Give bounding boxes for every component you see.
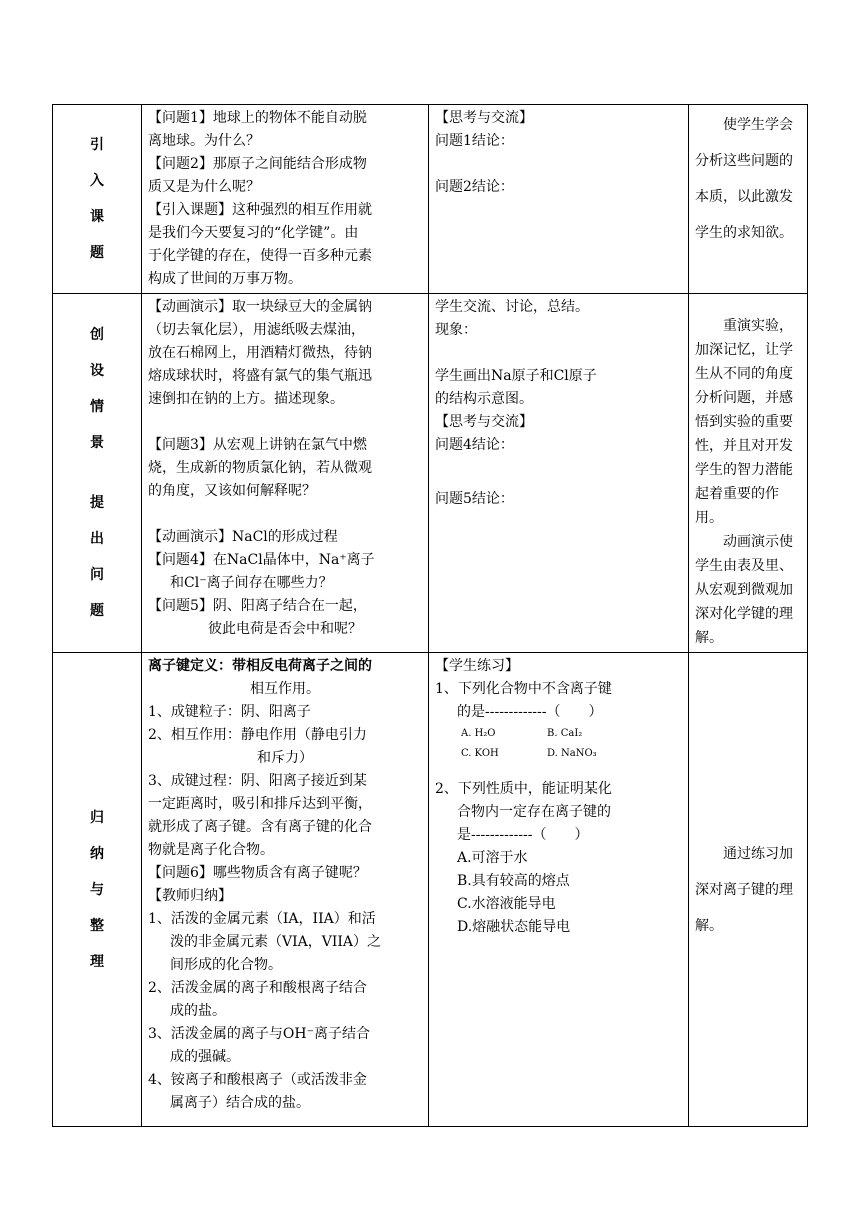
- student-cell: [429, 105, 689, 294]
- activity-line: 是我们今天要复习的“化学键”。由: [148, 225, 359, 241]
- activity-line: 一定距离时，吸引和排斥达到平衡，: [148, 796, 372, 812]
- activity-line: 彼此电荷是否会中和呢？: [208, 621, 362, 637]
- activity-line: 【问题3】从宏观上讲钠在氯气中燃: [148, 437, 367, 453]
- student-line: 学生交流、讨论，总结。: [435, 299, 589, 315]
- activity-cell: [142, 653, 429, 1127]
- stage-char: 整: [90, 917, 104, 934]
- stage-char: 景: [90, 435, 104, 451]
- activity-line: 【问题1】地球上的物体不能自动脱: [148, 110, 367, 126]
- activity-line: 1、活泼的金属元素（IA，IIA）和活: [148, 911, 376, 927]
- activity-cell: [142, 105, 429, 294]
- activity-line: 3、成键过程：阴、阳离子接近到某: [148, 773, 367, 789]
- stage-char: 题: [90, 245, 104, 261]
- student-line: 的结构示意图。: [435, 391, 533, 407]
- student-line: 问题1结论：: [435, 133, 514, 149]
- activity-line: 和Cl⁻离子间存在哪些力？: [170, 575, 333, 591]
- activity-line: 泼的非金属元素（VIA，VIIA）之: [170, 934, 382, 950]
- activity-line: 【问题2】那原子之间能结合形成物: [148, 156, 367, 172]
- activity-line: 【教师归纳】: [148, 888, 232, 904]
- activity-line: 于化学键的存在，使得一百多种元素: [148, 248, 372, 264]
- activity-line: 间形成的化合物。: [170, 957, 282, 973]
- stage-char: 纳: [90, 845, 104, 862]
- stage-char: 课: [90, 209, 104, 225]
- student-cell: [429, 653, 689, 1127]
- activity-line: 【动画演示】取一块绿豆大的金属钠: [148, 299, 372, 315]
- stage-char: 设: [90, 363, 104, 379]
- table-row: [53, 294, 808, 653]
- table-row: [53, 105, 808, 294]
- stage-char: 提: [90, 495, 104, 511]
- student-line: D.熔融状态能导电: [457, 919, 571, 935]
- intent-text: 使学生学会分析这些问题的本质，以此激发学生的求知欲。: [695, 117, 793, 241]
- student-line: 2、下列性质中，能证明某化: [435, 781, 612, 797]
- stage-char: 情: [90, 399, 104, 415]
- student-line: 的是-------------（ ）: [457, 704, 603, 720]
- lesson-plan-table: [52, 104, 808, 1127]
- activity-line: 成的盐。: [170, 1003, 226, 1019]
- activity-line: 【问题4】在NaCl晶体中，Na⁺离子: [148, 552, 375, 568]
- activity-line: 2、相互作用：静电作用（静电引力: [148, 727, 367, 743]
- student-line: 1、下列化合物中不含离子键: [435, 681, 612, 697]
- activity-line: 【问题5】阴、阳离子结合在一起，: [148, 598, 367, 614]
- activity-line: 和斥力）: [257, 750, 313, 766]
- intent-text: 通过练习加深对离子键的理解。: [695, 845, 793, 934]
- activity-line: 熔成球状时，将盛有氯气的集气瓶迅: [148, 368, 372, 384]
- choice: B. CaI₂: [547, 728, 583, 739]
- intent-text: 重演实验，加深记忆，让学生从不同的角度分析问题，并感悟到实验的重要性，并且对开发学生的智力潜能起着重要的作用。: [695, 318, 793, 526]
- activity-line: 构成了世间的万事万物。: [148, 271, 302, 287]
- stage-char: 入: [90, 173, 104, 189]
- intent-cell: [689, 294, 808, 653]
- activity-line: 离地球。为什么？: [148, 133, 260, 149]
- student-line: A.可溶于水: [457, 850, 528, 866]
- choice: A. H₂O: [461, 728, 496, 739]
- student-cell: [429, 294, 689, 653]
- intent-cell: [689, 653, 808, 1127]
- stage-char: 与: [90, 881, 104, 898]
- activity-line: 【问题6】哪些物质含有离子键呢？: [148, 865, 367, 881]
- activity-line: 属离子）结合成的盐。: [170, 1095, 310, 1111]
- student-line: 合物内一定存在离子键的: [457, 804, 611, 820]
- activity-line: 4、铵离子和酸根离子（或活泼非金: [148, 1072, 367, 1088]
- choice: D. NaNO₃: [547, 748, 597, 759]
- choices-row: [435, 744, 682, 764]
- activity-line: （切去氧化层），用滤纸吸去煤油，: [148, 322, 365, 338]
- intent-text: 动画演示使学生由表及里、从宏观到微观加深对化学键的理解。: [695, 534, 793, 646]
- table-row: [53, 653, 808, 1127]
- stage-cell: [53, 105, 142, 294]
- student-line: 问题2结论：: [435, 179, 514, 195]
- stage-char: 理: [90, 953, 104, 970]
- activity-line: 质又是为什么呢？: [148, 179, 260, 195]
- student-line: 学生画出Na原子和Cl原子: [435, 368, 597, 384]
- stage-char: 创: [90, 327, 104, 343]
- choice: C. KOH: [461, 748, 499, 759]
- activity-cell: [142, 294, 429, 653]
- activity-line: 物就是离子化合物。: [148, 842, 274, 858]
- activity-line: 烧，生成新的物质氯化钠，若从微观: [148, 460, 372, 476]
- activity-line: 的角度，又该如何解释呢？: [148, 483, 316, 499]
- activity-line: 离子键定义：带相反电荷离子之间的: [148, 658, 372, 674]
- student-line: 问题4结论：: [435, 437, 514, 453]
- activity-line: 就形成了离子键。含有离子键的化合: [148, 819, 372, 835]
- student-line: 【思考与交流】: [435, 414, 533, 430]
- choices-row: [435, 724, 682, 744]
- stage-cell: [53, 294, 142, 653]
- activity-line: 3、活泼金属的离子与OH⁻离子结合: [148, 1026, 370, 1042]
- stage-char: 出: [90, 531, 104, 547]
- stage-char: 引: [90, 137, 104, 153]
- activity-line: 【动画演示】NaCl的形成过程: [148, 529, 338, 545]
- activity-line: 速倒扣在钠的上方。描述现象。: [148, 391, 344, 407]
- stage-char: 题: [90, 603, 104, 619]
- student-line: 是-------------（ ）: [457, 827, 589, 843]
- student-line: 问题5结论：: [435, 491, 514, 507]
- student-line: C.水溶液能导电: [457, 896, 556, 912]
- activity-line: 2、活泼金属的离子和酸根离子结合: [148, 980, 367, 996]
- student-line: B.具有较高的熔点: [457, 873, 570, 889]
- stage-cell: [53, 653, 142, 1127]
- activity-line: 相互作用。: [250, 681, 320, 697]
- student-line: 现象：: [435, 322, 477, 338]
- activity-line: 放在石棉网上，用酒精灯微热，待钠: [148, 345, 372, 361]
- activity-line: 成的强碱。: [170, 1049, 240, 1065]
- activity-line: 1、成键粒子：阴、阳离子: [148, 704, 311, 720]
- activity-line: 【引入课题】这种强烈的相互作用就: [148, 202, 372, 218]
- student-line: 【学生练习】: [435, 658, 519, 674]
- stage-char: 问: [90, 567, 104, 583]
- student-line: 【思考与交流】: [435, 110, 533, 126]
- intent-cell: [689, 105, 808, 294]
- stage-char: 归: [90, 809, 104, 826]
